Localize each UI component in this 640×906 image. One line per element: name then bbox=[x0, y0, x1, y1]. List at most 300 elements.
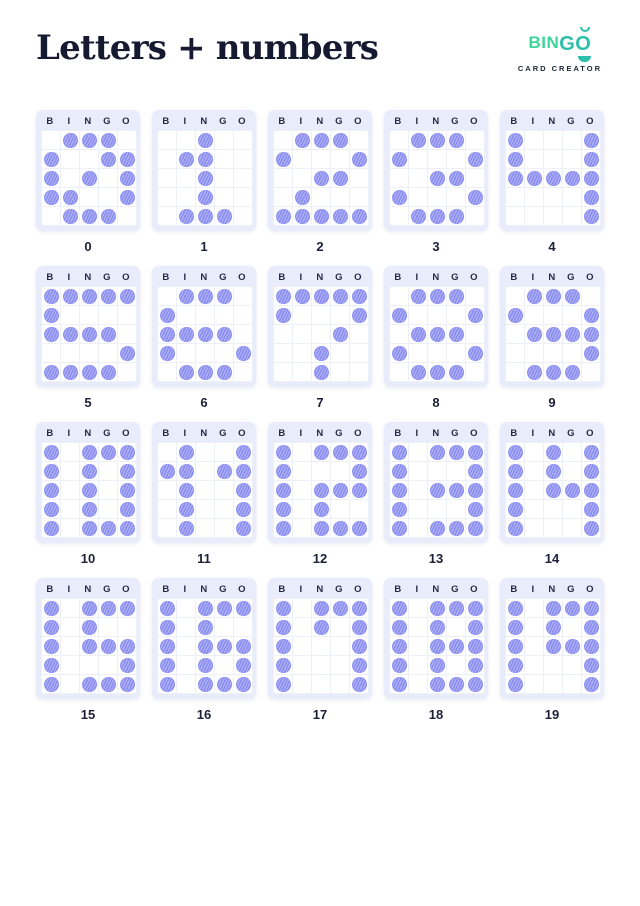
scribble-dot-icon bbox=[584, 308, 599, 323]
scribble-dot-icon bbox=[82, 133, 97, 148]
scribble-dot-icon bbox=[508, 521, 523, 536]
scribble-dot-icon bbox=[508, 152, 523, 167]
cell-empty bbox=[331, 344, 349, 362]
scribble-dot-icon bbox=[468, 620, 483, 635]
bingo-header-letter: B bbox=[278, 584, 286, 595]
logo-text-go: GO bbox=[559, 33, 592, 55]
cell-dotted bbox=[563, 169, 581, 187]
scribble-dot-icon bbox=[565, 601, 580, 616]
scribble-dot-icon bbox=[449, 365, 464, 380]
bingo-card-board bbox=[384, 578, 488, 699]
scribble-dot-icon bbox=[82, 620, 97, 635]
cell-empty bbox=[563, 675, 581, 693]
bingo-header-letter: I bbox=[67, 584, 71, 595]
scribble-dot-icon bbox=[217, 464, 232, 479]
scribble-dot-icon bbox=[333, 209, 348, 224]
scribble-dot-icon bbox=[468, 601, 483, 616]
scribble-dot-icon bbox=[352, 289, 367, 304]
cell-empty bbox=[177, 618, 195, 636]
cell-dotted bbox=[158, 325, 176, 343]
cell-empty bbox=[118, 306, 136, 324]
scribble-dot-icon bbox=[333, 133, 348, 148]
scribble-dot-icon bbox=[392, 308, 407, 323]
bingo-grid bbox=[157, 130, 253, 226]
scribble-dot-icon bbox=[160, 639, 175, 654]
cell-dotted bbox=[177, 287, 195, 305]
scribble-dot-icon bbox=[584, 190, 599, 205]
cell-empty bbox=[466, 363, 484, 381]
cell-dotted bbox=[118, 500, 136, 518]
bingo-card-board bbox=[384, 266, 488, 387]
scribble-dot-icon bbox=[430, 620, 445, 635]
scribble-dot-icon bbox=[217, 639, 232, 654]
cell-dotted bbox=[582, 462, 600, 480]
card-number-label: 15 bbox=[80, 707, 96, 722]
scribble-dot-icon bbox=[82, 639, 97, 654]
cell-dotted bbox=[331, 131, 349, 149]
bingo-header-letter: O bbox=[122, 428, 130, 439]
cell-empty bbox=[274, 344, 292, 362]
cell-dotted bbox=[466, 188, 484, 206]
cell-empty bbox=[234, 306, 252, 324]
bingo-card-creator-logo bbox=[518, 30, 604, 73]
cell-dotted bbox=[158, 344, 176, 362]
cell-empty bbox=[409, 618, 427, 636]
bingo-card-18 bbox=[384, 578, 488, 722]
cell-dotted bbox=[447, 325, 465, 343]
scribble-dot-icon bbox=[198, 639, 213, 654]
scribble-dot-icon bbox=[508, 658, 523, 673]
scribble-dot-icon bbox=[101, 152, 116, 167]
scribble-dot-icon bbox=[584, 639, 599, 654]
cell-dotted bbox=[506, 150, 524, 168]
cell-empty bbox=[312, 675, 330, 693]
cell-dotted bbox=[80, 481, 98, 499]
scribble-dot-icon bbox=[217, 289, 232, 304]
scribble-dot-icon bbox=[179, 209, 194, 224]
cell-dotted bbox=[118, 599, 136, 617]
bingo-header-letter: G bbox=[451, 584, 459, 595]
cell-dotted bbox=[428, 325, 446, 343]
cell-empty bbox=[177, 188, 195, 206]
cell-empty bbox=[196, 462, 214, 480]
scribble-dot-icon bbox=[160, 677, 175, 692]
cell-empty bbox=[215, 131, 233, 149]
scribble-dot-icon bbox=[584, 133, 599, 148]
cell-empty bbox=[80, 306, 98, 324]
scribble-dot-icon bbox=[160, 464, 175, 479]
scribble-dot-icon bbox=[82, 171, 97, 186]
scribble-dot-icon bbox=[198, 327, 213, 342]
scribble-dot-icon bbox=[449, 209, 464, 224]
scribble-dot-icon bbox=[63, 190, 78, 205]
scribble-dot-icon bbox=[120, 483, 135, 498]
cell-empty bbox=[99, 462, 117, 480]
cell-dotted bbox=[312, 363, 330, 381]
bingo-header bbox=[505, 425, 599, 442]
bingo-header-letter: O bbox=[122, 116, 130, 127]
cell-dotted bbox=[42, 519, 60, 537]
cell-empty bbox=[506, 363, 524, 381]
cell-empty bbox=[409, 169, 427, 187]
cell-empty bbox=[525, 500, 543, 518]
cell-dotted bbox=[582, 481, 600, 499]
bingo-card-2 bbox=[268, 110, 372, 254]
cell-empty bbox=[80, 344, 98, 362]
bingo-header-letter: N bbox=[84, 116, 92, 127]
cell-empty bbox=[466, 131, 484, 149]
cell-dotted bbox=[158, 462, 176, 480]
cell-empty bbox=[331, 150, 349, 168]
scribble-dot-icon bbox=[584, 658, 599, 673]
cell-dotted bbox=[215, 363, 233, 381]
cell-dotted bbox=[42, 637, 60, 655]
cell-empty bbox=[544, 675, 562, 693]
scribble-dot-icon bbox=[236, 521, 251, 536]
bingo-header-letter: G bbox=[219, 584, 227, 595]
cell-empty bbox=[61, 344, 79, 362]
cell-dotted bbox=[350, 637, 368, 655]
cell-empty bbox=[312, 462, 330, 480]
scribble-dot-icon bbox=[101, 601, 116, 616]
cell-dotted bbox=[158, 675, 176, 693]
cell-dotted bbox=[350, 675, 368, 693]
bingo-header-letter: O bbox=[238, 272, 246, 283]
cell-dotted bbox=[274, 637, 292, 655]
bingo-grid bbox=[41, 442, 137, 538]
bingo-card-9 bbox=[500, 266, 604, 410]
cell-empty bbox=[215, 481, 233, 499]
scribble-dot-icon bbox=[101, 289, 116, 304]
cell-dotted bbox=[350, 207, 368, 225]
scribble-dot-icon bbox=[430, 133, 445, 148]
bingo-card-board bbox=[36, 266, 140, 387]
scribble-dot-icon bbox=[333, 289, 348, 304]
cell-dotted bbox=[331, 519, 349, 537]
cell-dotted bbox=[118, 462, 136, 480]
scribble-dot-icon bbox=[468, 190, 483, 205]
cell-empty bbox=[563, 207, 581, 225]
scribble-dot-icon bbox=[392, 346, 407, 361]
cell-empty bbox=[428, 306, 446, 324]
cell-empty bbox=[234, 618, 252, 636]
cell-empty bbox=[293, 519, 311, 537]
cell-empty bbox=[350, 131, 368, 149]
bingo-header-letter: B bbox=[46, 584, 54, 595]
cell-dotted bbox=[544, 169, 562, 187]
cell-empty bbox=[234, 169, 252, 187]
bingo-header-letter: N bbox=[200, 428, 208, 439]
cell-dotted bbox=[118, 637, 136, 655]
cell-empty bbox=[196, 481, 214, 499]
scribble-dot-icon bbox=[449, 445, 464, 460]
scribble-dot-icon bbox=[160, 601, 175, 616]
scribble-dot-icon bbox=[392, 483, 407, 498]
card-number-label: 11 bbox=[197, 551, 211, 566]
cell-dotted bbox=[544, 618, 562, 636]
logo-tagline: CARD CREATOR bbox=[517, 64, 602, 73]
cell-empty bbox=[312, 637, 330, 655]
cell-empty bbox=[466, 207, 484, 225]
cell-dotted bbox=[506, 599, 524, 617]
scribble-dot-icon bbox=[276, 521, 291, 536]
bingo-header-letter: G bbox=[567, 584, 575, 595]
bingo-header bbox=[41, 425, 135, 442]
cell-empty bbox=[466, 287, 484, 305]
scribble-dot-icon bbox=[44, 601, 59, 616]
cell-dotted bbox=[390, 150, 408, 168]
cell-empty bbox=[350, 344, 368, 362]
bingo-header-letter: O bbox=[586, 272, 594, 283]
scribble-dot-icon bbox=[333, 171, 348, 186]
cell-dotted bbox=[390, 618, 408, 636]
scribble-dot-icon bbox=[179, 289, 194, 304]
bingo-header-letter: I bbox=[415, 584, 419, 595]
cell-empty bbox=[563, 519, 581, 537]
cell-empty bbox=[234, 131, 252, 149]
scribble-dot-icon bbox=[352, 483, 367, 498]
cell-dotted bbox=[196, 637, 214, 655]
cell-dotted bbox=[274, 500, 292, 518]
cell-empty bbox=[409, 344, 427, 362]
bingo-header-letter: I bbox=[531, 116, 535, 127]
bingo-card-board bbox=[500, 266, 604, 387]
cell-empty bbox=[525, 637, 543, 655]
scribble-dot-icon bbox=[468, 464, 483, 479]
scribble-dot-icon bbox=[411, 209, 426, 224]
cell-empty bbox=[350, 325, 368, 343]
cell-empty bbox=[99, 481, 117, 499]
scribble-dot-icon bbox=[198, 209, 213, 224]
cell-dotted bbox=[544, 287, 562, 305]
cell-dotted bbox=[428, 519, 446, 537]
bingo-card-board bbox=[500, 578, 604, 699]
bingo-grid bbox=[505, 598, 601, 694]
scribble-dot-icon bbox=[565, 639, 580, 654]
scribble-dot-icon bbox=[236, 445, 251, 460]
cell-empty bbox=[582, 287, 600, 305]
cell-dotted bbox=[447, 363, 465, 381]
cell-empty bbox=[525, 462, 543, 480]
bingo-grid bbox=[505, 442, 601, 538]
bingo-header bbox=[273, 425, 367, 442]
bingo-grid bbox=[273, 598, 369, 694]
cell-empty bbox=[158, 287, 176, 305]
cell-dotted bbox=[506, 306, 524, 324]
bingo-grid bbox=[41, 598, 137, 694]
cell-dotted bbox=[61, 325, 79, 343]
cell-dotted bbox=[196, 363, 214, 381]
cell-dotted bbox=[409, 325, 427, 343]
cell-dotted bbox=[274, 481, 292, 499]
cell-dotted bbox=[99, 637, 117, 655]
scribble-dot-icon bbox=[584, 346, 599, 361]
bingo-header-letter: O bbox=[354, 428, 362, 439]
scribble-dot-icon bbox=[449, 483, 464, 498]
cell-dotted bbox=[428, 481, 446, 499]
scribble-dot-icon bbox=[44, 677, 59, 692]
bingo-card-board bbox=[152, 578, 256, 699]
scribble-dot-icon bbox=[352, 308, 367, 323]
cell-empty bbox=[61, 675, 79, 693]
cell-dotted bbox=[118, 150, 136, 168]
bingo-header-letter: G bbox=[451, 272, 459, 283]
bingo-header-letter: G bbox=[335, 272, 343, 283]
cell-empty bbox=[563, 344, 581, 362]
bingo-header-letter: O bbox=[238, 116, 246, 127]
cell-empty bbox=[99, 169, 117, 187]
cell-empty bbox=[177, 675, 195, 693]
cell-empty bbox=[409, 519, 427, 537]
cell-empty bbox=[331, 306, 349, 324]
cell-dotted bbox=[215, 637, 233, 655]
cell-empty bbox=[215, 169, 233, 187]
scribble-dot-icon bbox=[392, 658, 407, 673]
cell-empty bbox=[177, 344, 195, 362]
cell-empty bbox=[158, 188, 176, 206]
scribble-dot-icon bbox=[411, 133, 426, 148]
scribble-dot-icon bbox=[160, 620, 175, 635]
cell-dotted bbox=[42, 443, 60, 461]
bingo-grid bbox=[389, 598, 485, 694]
scribble-dot-icon bbox=[392, 445, 407, 460]
bingo-header bbox=[157, 425, 251, 442]
scribble-dot-icon bbox=[546, 639, 561, 654]
scribble-dot-icon bbox=[584, 445, 599, 460]
scribble-dot-icon bbox=[314, 209, 329, 224]
cell-dotted bbox=[447, 207, 465, 225]
bingo-card-3 bbox=[384, 110, 488, 254]
bingo-header-letter: O bbox=[470, 116, 478, 127]
scribble-dot-icon bbox=[430, 209, 445, 224]
cell-dotted bbox=[428, 363, 446, 381]
cell-dotted bbox=[350, 287, 368, 305]
bingo-header bbox=[157, 581, 251, 598]
cell-empty bbox=[99, 344, 117, 362]
cell-empty bbox=[525, 306, 543, 324]
scribble-dot-icon bbox=[352, 677, 367, 692]
scribble-dot-icon bbox=[352, 209, 367, 224]
cell-empty bbox=[525, 150, 543, 168]
bingo-header-letter: B bbox=[162, 428, 170, 439]
cell-dotted bbox=[158, 637, 176, 655]
cell-dotted bbox=[331, 207, 349, 225]
scribble-dot-icon bbox=[101, 327, 116, 342]
scribble-dot-icon bbox=[44, 521, 59, 536]
cell-empty bbox=[274, 131, 292, 149]
bingo-header-letter: O bbox=[122, 584, 130, 595]
scribble-dot-icon bbox=[82, 327, 97, 342]
cell-dotted bbox=[234, 500, 252, 518]
scribble-dot-icon bbox=[295, 209, 310, 224]
cell-dotted bbox=[331, 443, 349, 461]
scribble-dot-icon bbox=[120, 289, 135, 304]
cell-empty bbox=[158, 481, 176, 499]
bingo-card-14 bbox=[500, 422, 604, 566]
cell-dotted bbox=[563, 363, 581, 381]
scribble-dot-icon bbox=[565, 289, 580, 304]
cell-empty bbox=[331, 363, 349, 381]
cell-dotted bbox=[466, 443, 484, 461]
scribble-dot-icon bbox=[430, 658, 445, 673]
cell-empty bbox=[466, 169, 484, 187]
scribble-dot-icon bbox=[584, 620, 599, 635]
scribble-dot-icon bbox=[44, 445, 59, 460]
scribble-dot-icon bbox=[236, 639, 251, 654]
scribble-dot-icon bbox=[352, 521, 367, 536]
bingo-header-letter: I bbox=[531, 584, 535, 595]
bingo-header-letter: G bbox=[567, 272, 575, 283]
bingo-header-letter: N bbox=[432, 428, 440, 439]
cell-dotted bbox=[234, 599, 252, 617]
scribble-dot-icon bbox=[44, 639, 59, 654]
cell-empty bbox=[293, 150, 311, 168]
cell-empty bbox=[563, 150, 581, 168]
cell-empty bbox=[215, 656, 233, 674]
cell-dotted bbox=[525, 169, 543, 187]
cell-dotted bbox=[409, 287, 427, 305]
scribble-dot-icon bbox=[333, 483, 348, 498]
bingo-header-letter: I bbox=[299, 116, 303, 127]
cell-empty bbox=[331, 462, 349, 480]
cell-dotted bbox=[409, 363, 427, 381]
cell-dotted bbox=[42, 481, 60, 499]
bingo-header bbox=[389, 581, 483, 598]
card-number-label: 7 bbox=[316, 395, 324, 410]
cell-dotted bbox=[312, 500, 330, 518]
scribble-dot-icon bbox=[160, 346, 175, 361]
scribble-dot-icon bbox=[120, 445, 135, 460]
cell-empty bbox=[274, 363, 292, 381]
scribble-dot-icon bbox=[101, 639, 116, 654]
cell-dotted bbox=[563, 481, 581, 499]
scribble-dot-icon bbox=[236, 677, 251, 692]
scribble-dot-icon bbox=[468, 658, 483, 673]
scribble-dot-icon bbox=[468, 445, 483, 460]
scribble-dot-icon bbox=[295, 190, 310, 205]
cell-empty bbox=[196, 306, 214, 324]
scribble-dot-icon bbox=[333, 601, 348, 616]
cell-dotted bbox=[274, 599, 292, 617]
cell-empty bbox=[293, 599, 311, 617]
scribble-dot-icon bbox=[584, 483, 599, 498]
cell-dotted bbox=[506, 169, 524, 187]
scribble-dot-icon bbox=[198, 677, 213, 692]
cell-empty bbox=[61, 306, 79, 324]
bingo-header bbox=[505, 581, 599, 598]
bingo-header-letter: I bbox=[183, 116, 187, 127]
scribble-dot-icon bbox=[449, 639, 464, 654]
cell-dotted bbox=[390, 519, 408, 537]
bingo-header-letter: I bbox=[183, 428, 187, 439]
cell-empty bbox=[390, 169, 408, 187]
bingo-card-board bbox=[500, 110, 604, 231]
cell-empty bbox=[196, 500, 214, 518]
cell-empty bbox=[331, 656, 349, 674]
page-header bbox=[0, 0, 640, 73]
scribble-dot-icon bbox=[352, 639, 367, 654]
scribble-dot-icon bbox=[82, 502, 97, 517]
cell-dotted bbox=[312, 519, 330, 537]
cell-dotted bbox=[118, 344, 136, 362]
bingo-header-letter: N bbox=[548, 428, 556, 439]
cell-empty bbox=[61, 481, 79, 499]
bingo-header-letter: N bbox=[548, 272, 556, 283]
cell-dotted bbox=[42, 599, 60, 617]
scribble-dot-icon bbox=[179, 445, 194, 460]
scribble-dot-icon bbox=[508, 601, 523, 616]
cell-empty bbox=[447, 656, 465, 674]
